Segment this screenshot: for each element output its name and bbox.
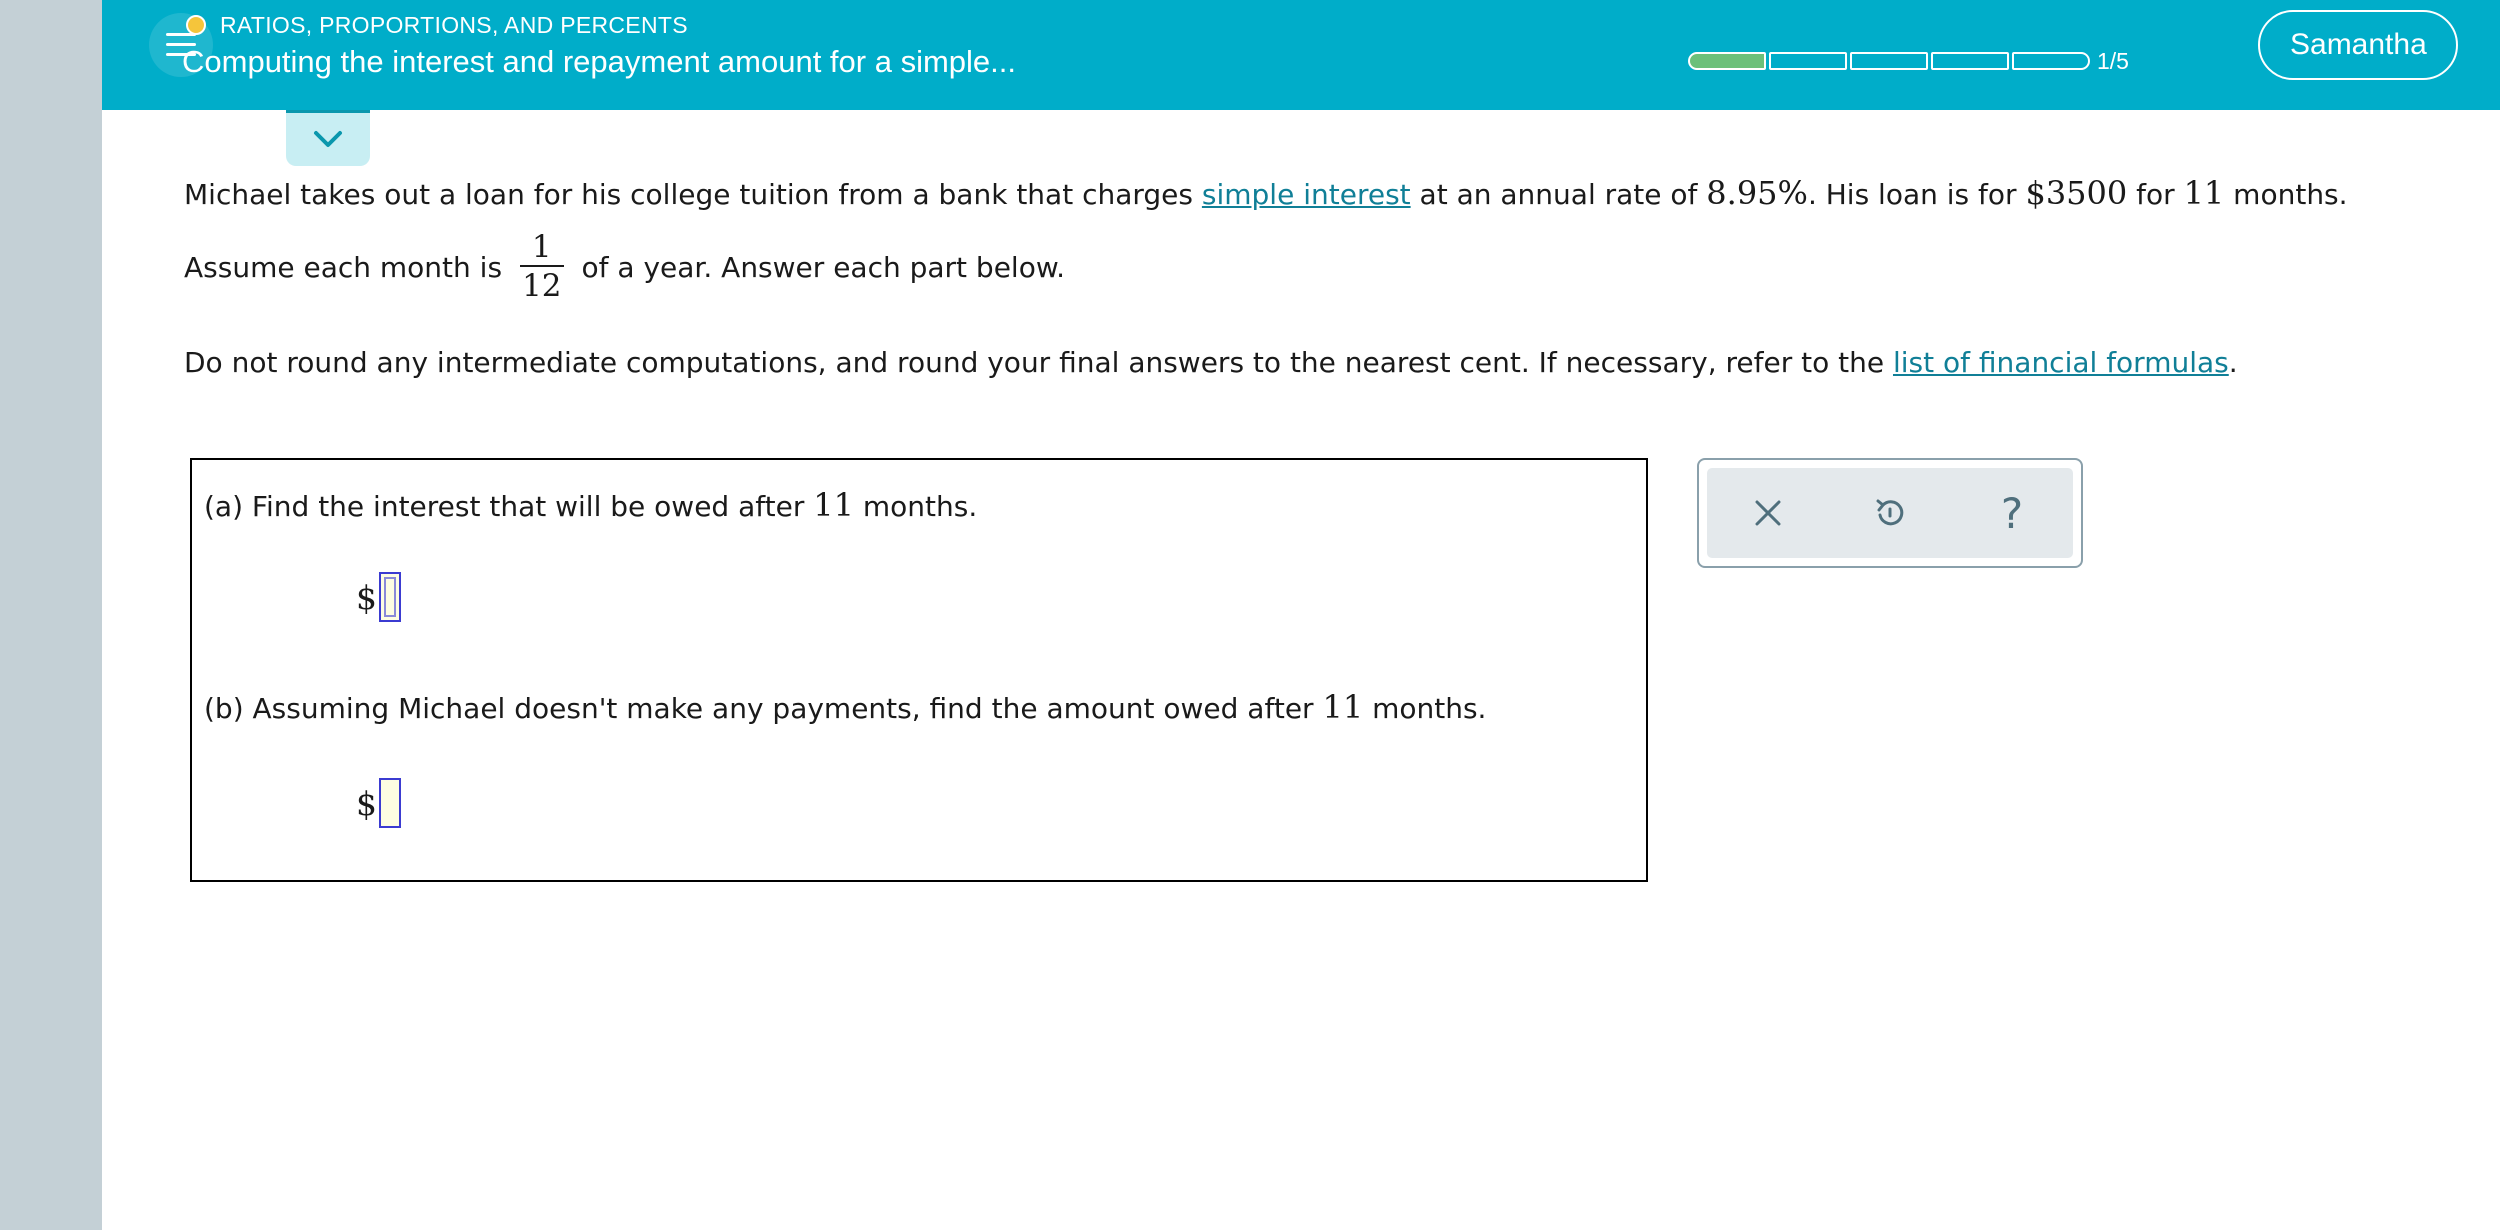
clear-button[interactable] bbox=[1738, 483, 1798, 543]
answer-b-row bbox=[356, 778, 401, 828]
topic-row bbox=[186, 10, 688, 40]
simple-interest-link[interactable]: simple interest bbox=[1201, 178, 1411, 211]
progress-segment-3 bbox=[1850, 52, 1928, 70]
topic-label: RATIOS, PROPORTIONS, AND PERCENTS bbox=[220, 11, 688, 38]
months-value: 11 bbox=[1322, 688, 1364, 726]
chevron-down-icon bbox=[312, 127, 344, 151]
text: Find the interest that will be owed after bbox=[251, 490, 814, 523]
currency-symbol: $ bbox=[356, 577, 377, 617]
progress-segment-5 bbox=[2012, 52, 2090, 70]
problem-paragraph-3 bbox=[184, 346, 2238, 379]
fraction-denominator: 12 bbox=[522, 268, 562, 304]
fraction-one-twelfth bbox=[516, 229, 567, 305]
amount-owed-answer-input[interactable] bbox=[379, 778, 401, 828]
fraction-numerator: 1 bbox=[531, 229, 552, 265]
text: at an annual rate of bbox=[1410, 178, 1707, 211]
months-value: 11 bbox=[813, 486, 854, 524]
answer-box bbox=[190, 458, 1648, 882]
help-button[interactable] bbox=[1982, 483, 2042, 543]
question-a bbox=[204, 486, 977, 524]
answer-tools bbox=[1707, 468, 2073, 558]
financial-formulas-link[interactable]: list of financial formulas bbox=[1892, 346, 2229, 379]
text: months. bbox=[853, 490, 978, 523]
close-icon bbox=[1753, 498, 1783, 528]
progress-segment-4 bbox=[1931, 52, 2009, 70]
text: of a year. Answer each part below. bbox=[581, 250, 1066, 284]
undo-button[interactable] bbox=[1860, 483, 1920, 543]
progress-bar bbox=[1688, 52, 2093, 70]
progress-count: 1/5 bbox=[2097, 48, 2129, 74]
lesson-title: Computing the interest and repayment amount for a simple... bbox=[182, 44, 1016, 79]
currency-symbol: $ bbox=[356, 783, 377, 823]
answer-a-row bbox=[356, 572, 401, 622]
months-value: 11 bbox=[2183, 174, 2225, 212]
undo-icon bbox=[1873, 496, 1907, 530]
help-icon: ? bbox=[2000, 488, 2024, 538]
rate-value: 8.95% bbox=[1706, 174, 1808, 212]
interest-answer-input[interactable] bbox=[379, 572, 401, 622]
part-label: (b) bbox=[204, 692, 244, 725]
text: Michael takes out a loan for his college tuition from a bank that charges bbox=[184, 178, 1202, 211]
left-rail bbox=[0, 0, 102, 1230]
text: months. bbox=[2224, 178, 2348, 211]
text: Do not round any intermediate computations, and round your final answers to the nearest cent. If necessary, refer to the bbox=[184, 346, 1893, 379]
part-label: (a) bbox=[204, 490, 244, 523]
answer-tools-panel bbox=[1697, 458, 2083, 568]
text: months. bbox=[1363, 692, 1487, 725]
topic-status-dot bbox=[186, 15, 206, 35]
text: Assuming Michael doesn't make any payments, find the amount owed after bbox=[252, 692, 1323, 725]
collapse-toggle[interactable] bbox=[286, 110, 370, 166]
text: . bbox=[2228, 346, 2238, 379]
principal-value: $3500 bbox=[2025, 174, 2128, 212]
text: for bbox=[2127, 178, 2184, 211]
progress-segment-2 bbox=[1769, 52, 1847, 70]
question-b bbox=[204, 688, 1486, 726]
text: Assume each month is bbox=[184, 250, 503, 284]
progress-segment-1 bbox=[1688, 52, 1766, 70]
text: . His loan is for bbox=[1807, 178, 2026, 211]
user-account-button[interactable]: Samantha bbox=[2258, 10, 2458, 80]
problem-paragraph-1 bbox=[184, 174, 2348, 212]
problem-paragraph-2 bbox=[184, 222, 1065, 312]
